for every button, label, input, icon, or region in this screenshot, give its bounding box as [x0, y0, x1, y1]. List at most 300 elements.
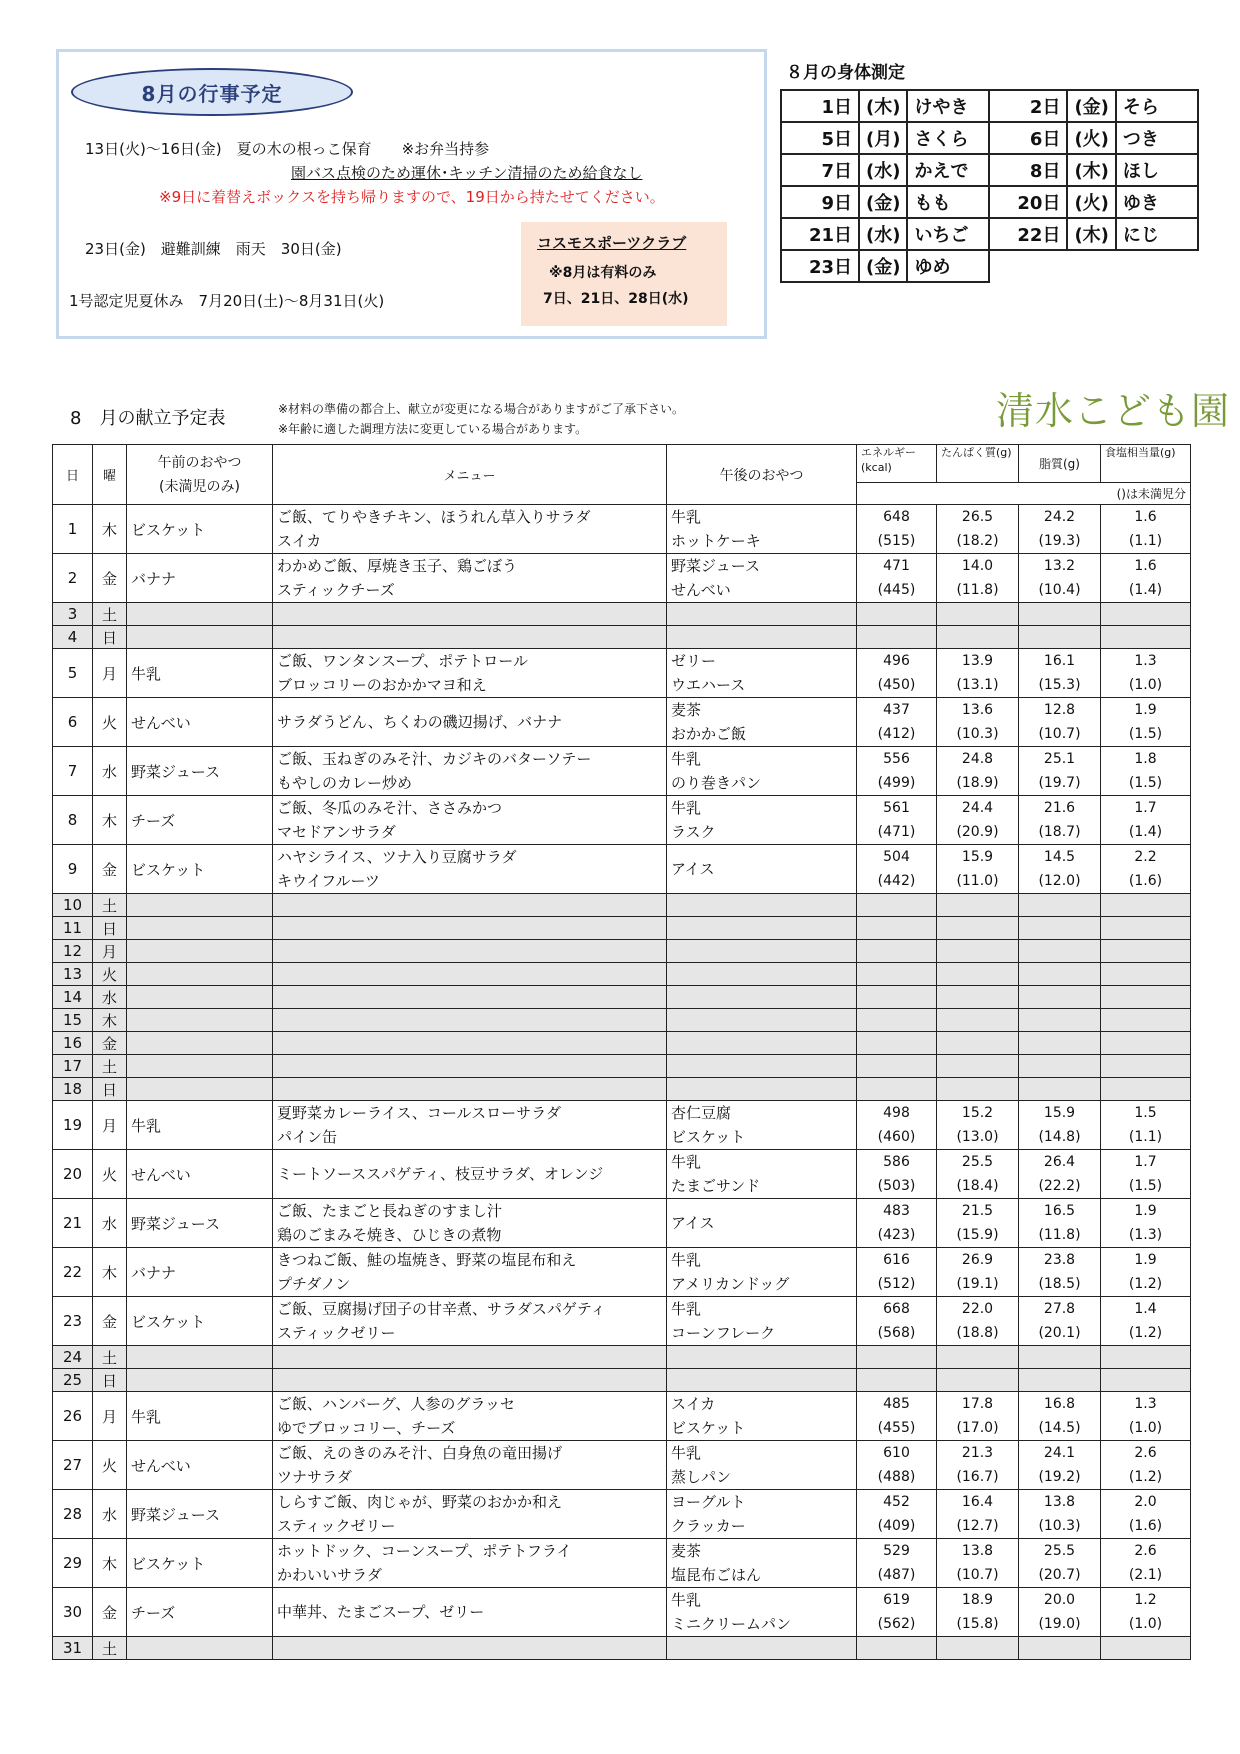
empty-cell: [937, 963, 1019, 986]
menu-row: [53, 1297, 1191, 1346]
measurement-weekday: (木): [1067, 154, 1115, 186]
measurement-weekday: (金): [859, 186, 907, 218]
pm-snack-line-2: ラスク: [671, 823, 716, 841]
empty-cell: [1101, 1009, 1191, 1032]
salt-cell: [1101, 747, 1191, 796]
am-snack-cell: 野菜ジュース: [127, 747, 273, 796]
empty-cell: [273, 1032, 667, 1055]
energy-child-value: (562): [877, 1616, 916, 1632]
fat-child-value: (19.2): [1038, 1469, 1081, 1485]
measurement-day: 1日: [781, 90, 859, 122]
header-energy: エネルギー(kcal): [857, 445, 937, 483]
fat-value: 26.4: [1043, 1154, 1076, 1170]
salt-child-value: (1.2): [1128, 1325, 1163, 1341]
header-protein: たんぱく質(g): [937, 445, 1019, 483]
energy-value: 586: [883, 1154, 910, 1170]
pm-snack-line-2: 蒸しパン: [671, 1468, 732, 1486]
fat-value: 25.1: [1043, 751, 1076, 767]
salt-value: 1.5: [1134, 1105, 1157, 1121]
header-salt: 食塩相当量(g): [1101, 445, 1191, 483]
empty-cell: [1019, 1346, 1101, 1369]
menu-table: [52, 444, 1191, 1660]
menu-cell: [273, 554, 667, 603]
fat-child-value: (11.8): [1038, 1227, 1081, 1243]
menu-line-2: プチダノン: [277, 1275, 351, 1293]
fat-value: 20.0: [1043, 1592, 1076, 1608]
protein-cell: [937, 796, 1019, 845]
protein-child-value: (10.7): [956, 1567, 999, 1583]
menu-row: [53, 1392, 1191, 1441]
energy-cell: [857, 1490, 937, 1539]
empty-cell: [667, 940, 857, 963]
protein-cell: [937, 1539, 1019, 1588]
fat-cell: [1019, 1101, 1101, 1150]
menu-line-1: ご飯、ハンバーグ、人参のグラッセ: [277, 1395, 516, 1413]
salt-value: 1.2: [1134, 1592, 1157, 1608]
fat-cell: [1019, 845, 1101, 894]
day-cell: 23: [53, 1297, 93, 1346]
menu-row: [53, 1248, 1191, 1297]
energy-child-value: (512): [877, 1276, 916, 1292]
energy-child-value: (445): [877, 582, 916, 598]
pm-snack-line-1: 牛乳: [671, 750, 702, 768]
menu-cell: [273, 1199, 667, 1248]
menu-line-2: マセドアンサラダ: [277, 823, 396, 841]
protein-value: 17.8: [961, 1396, 994, 1412]
energy-cell: [857, 845, 937, 894]
protein-child-value: (10.3): [956, 726, 999, 742]
menu-row: [53, 1346, 1191, 1369]
empty-cell: [667, 917, 857, 940]
weekday-cell: 金: [93, 1032, 127, 1055]
am-snack-cell: せんべい: [127, 1441, 273, 1490]
weekday-cell: 日: [93, 626, 127, 649]
am-snack-cell: 牛乳: [127, 649, 273, 698]
menu-line-2: スイカ: [277, 532, 322, 550]
fat-cell: [1019, 1441, 1101, 1490]
measurement-day: 8日: [989, 154, 1067, 186]
measurement-row: [781, 122, 1198, 154]
empty-cell: [667, 1055, 857, 1078]
salt-cell: [1101, 1490, 1191, 1539]
menu-row: [53, 796, 1191, 845]
menu-row: [53, 649, 1191, 698]
empty-cell: [273, 1369, 667, 1392]
energy-child-value: (423): [877, 1227, 916, 1243]
day-cell: 13: [53, 963, 93, 986]
day-cell: 25: [53, 1369, 93, 1392]
weekday-cell: 土: [93, 894, 127, 917]
menu-row: [53, 1490, 1191, 1539]
weekday-cell: 月: [93, 649, 127, 698]
am-snack-cell: せんべい: [127, 698, 273, 747]
day-cell: 22: [53, 1248, 93, 1297]
menu-row: [53, 1199, 1191, 1248]
weekday-cell: 日: [93, 1369, 127, 1392]
empty-cell: [273, 603, 667, 626]
event-line-5: 1号認定児夏休み 7月20日(土)～8月31日(火): [69, 292, 385, 310]
salt-child-value: (1.6): [1128, 873, 1163, 889]
weekday-cell: 火: [93, 963, 127, 986]
empty-cell: [1019, 940, 1101, 963]
empty-cell: [127, 1637, 273, 1660]
menu-line-1: サラダうどん、ちくわの磯辺揚げ、バナナ: [277, 713, 563, 731]
empty-cell: [1101, 1346, 1191, 1369]
menu-line-2: ブロッコリーのおかかマヨ和え: [277, 676, 487, 694]
pm-snack-cell: [667, 1588, 857, 1637]
measurement-weekday: (木): [859, 90, 907, 122]
fat-child-value: (12.0): [1038, 873, 1081, 889]
empty-cell: [857, 1078, 937, 1101]
protein-child-value: (12.7): [956, 1518, 999, 1534]
pm-snack-cell: [667, 1392, 857, 1441]
weekday-cell: 月: [93, 940, 127, 963]
empty-cell: [127, 603, 273, 626]
measurement-day: 6日: [989, 122, 1067, 154]
salt-cell: [1101, 554, 1191, 603]
events-box: [56, 49, 767, 339]
measurement-empty: [989, 250, 1067, 282]
measurement-day: 7日: [781, 154, 859, 186]
empty-cell: [937, 1346, 1019, 1369]
measurement-weekday: (木): [1067, 218, 1115, 250]
menu-line-1: ご飯、冬瓜のみそ汁、ささみかつ: [277, 799, 503, 817]
protein-value: 25.5: [961, 1154, 994, 1170]
fat-child-value: (20.7): [1038, 1567, 1081, 1583]
protein-child-value: (18.4): [956, 1178, 999, 1194]
empty-cell: [1101, 986, 1191, 1009]
energy-child-value: (488): [877, 1469, 916, 1485]
protein-child-value: (18.9): [956, 775, 999, 791]
menu-row: [53, 698, 1191, 747]
empty-cell: [127, 1032, 273, 1055]
energy-value: 610: [883, 1445, 910, 1461]
salt-child-value: (1.2): [1128, 1276, 1163, 1292]
menu-cell: [273, 1101, 667, 1150]
protein-cell: [937, 505, 1019, 554]
measurement-class: にじ: [1116, 218, 1198, 250]
pm-snack-line-2: ミニクリームパン: [671, 1615, 792, 1633]
pm-snack-line-1: 牛乳: [671, 1153, 702, 1171]
empty-cell: [1019, 1055, 1101, 1078]
protein-value: 13.6: [961, 702, 994, 718]
measurement-title: ８月の身体測定: [786, 63, 905, 83]
salt-value: 1.6: [1134, 509, 1157, 525]
pm-snack-line-1: アイス: [671, 1214, 715, 1232]
weekday-cell: 月: [93, 1101, 127, 1150]
pm-snack-line-1: 牛乳: [671, 799, 702, 817]
fat-cell: [1019, 505, 1101, 554]
fat-value: 23.8: [1043, 1252, 1076, 1268]
energy-cell: [857, 1539, 937, 1588]
pm-snack-cell: [667, 698, 857, 747]
empty-cell: [273, 940, 667, 963]
fat-child-value: (10.4): [1038, 582, 1081, 598]
pm-snack-cell: [667, 796, 857, 845]
day-cell: 2: [53, 554, 93, 603]
energy-value: 485: [883, 1396, 910, 1412]
energy-cell: [857, 698, 937, 747]
measurement-weekday: (火): [1067, 122, 1115, 154]
menu-line-1: ご飯、てりやきチキン、ほうれん草入りサラダ: [277, 508, 591, 526]
day-cell: 16: [53, 1032, 93, 1055]
empty-cell: [127, 1369, 273, 1392]
pm-snack-line-1: 麦茶: [671, 1542, 702, 1560]
empty-cell: [937, 1637, 1019, 1660]
empty-cell: [937, 940, 1019, 963]
day-cell: 29: [53, 1539, 93, 1588]
energy-value: 498: [883, 1105, 910, 1121]
am-snack-cell: 牛乳: [127, 1101, 273, 1150]
empty-cell: [857, 1009, 937, 1032]
am-snack-cell: ビスケット: [127, 1539, 273, 1588]
empty-cell: [273, 894, 667, 917]
protein-child-value: (15.9): [956, 1227, 999, 1243]
menu-line-1: 夏野菜カレーライス、コールスローサラダ: [277, 1104, 561, 1122]
menu-line-1: ご飯、玉ねぎのみそ汁、カジキのバターソテー: [277, 750, 592, 768]
menu-cell: [273, 505, 667, 554]
pm-snack-line-2: のり巻きパン: [671, 774, 762, 792]
pm-snack-line-2: アメリカンドッグ: [671, 1275, 790, 1293]
protein-cell: [937, 1101, 1019, 1150]
fat-cell: [1019, 1490, 1101, 1539]
menu-note-2: ※年齢に適した調理方法に変更している場合があります。: [278, 422, 588, 436]
am-snack-cell: バナナ: [127, 1248, 273, 1297]
empty-cell: [127, 1055, 273, 1078]
empty-cell: [667, 1009, 857, 1032]
protein-cell: [937, 1490, 1019, 1539]
empty-cell: [1101, 603, 1191, 626]
empty-cell: [1019, 626, 1101, 649]
measurement-row: [781, 186, 1198, 218]
weekday-cell: 金: [93, 845, 127, 894]
energy-cell: [857, 1588, 937, 1637]
protein-child-value: (15.8): [956, 1616, 999, 1632]
protein-cell: [937, 1441, 1019, 1490]
empty-cell: [1019, 986, 1101, 1009]
salt-value: 1.4: [1134, 1301, 1157, 1317]
day-cell: 21: [53, 1199, 93, 1248]
energy-child-value: (487): [877, 1567, 916, 1583]
pm-snack-line-2: ウエハース: [671, 676, 746, 694]
fat-value: 16.5: [1043, 1203, 1076, 1219]
measurement-day: 5日: [781, 122, 859, 154]
day-cell: 31: [53, 1637, 93, 1660]
salt-child-value: (1.5): [1128, 775, 1163, 791]
fat-cell: [1019, 1539, 1101, 1588]
weekday-cell: 水: [93, 1199, 127, 1248]
energy-cell: [857, 1297, 937, 1346]
menu-row: [53, 917, 1191, 940]
protein-child-value: (20.9): [956, 824, 999, 840]
cosmos-note: ※8月は有料のみ: [549, 265, 657, 281]
menu-row: [53, 1078, 1191, 1101]
measurement-class: ほし: [1116, 154, 1198, 186]
energy-value: 561: [883, 800, 910, 816]
event-line-1: 13日(火)～16日(金) 夏の木の根っこ保育 ※お弁当持参: [85, 140, 490, 158]
measurement-weekday: (水): [859, 154, 907, 186]
empty-cell: [1101, 1055, 1191, 1078]
energy-cell: [857, 1248, 937, 1297]
fat-child-value: (22.2): [1038, 1178, 1081, 1194]
pm-snack-line-1: 牛乳: [671, 1251, 702, 1269]
menu-cell: [273, 1441, 667, 1490]
energy-value: 504: [883, 849, 910, 865]
menu-line-1: ミートソーススパゲティ、枝豆サラダ、オレンジ: [277, 1165, 604, 1183]
salt-value: 1.8: [1134, 751, 1157, 767]
empty-cell: [127, 963, 273, 986]
energy-child-value: (442): [877, 873, 916, 889]
empty-cell: [1101, 1078, 1191, 1101]
weekday-cell: 木: [93, 505, 127, 554]
menu-title: 8 月の献立予定表: [70, 408, 226, 429]
energy-child-value: (450): [877, 677, 916, 693]
measurement-class: かえで: [907, 154, 989, 186]
menu-row: [53, 1055, 1191, 1078]
pm-snack-cell: [667, 649, 857, 698]
day-cell: 7: [53, 747, 93, 796]
salt-value: 1.7: [1134, 1154, 1157, 1170]
header-am-snack-note: (未満児のみ): [159, 478, 240, 495]
empty-cell: [937, 1369, 1019, 1392]
pm-snack-cell: [667, 1490, 857, 1539]
menu-line-1: ご飯、ワンタンスープ、ポテトロール: [277, 652, 528, 670]
menu-row: [53, 505, 1191, 554]
energy-value: 437: [883, 702, 910, 718]
menu-cell: [273, 1539, 667, 1588]
salt-value: 1.9: [1134, 1203, 1157, 1219]
event-line-2: 園バス点検のため運休･キッチン清掃のため給食なし: [291, 164, 643, 182]
measurement-class: そら: [1116, 90, 1198, 122]
fat-child-value: (19.3): [1038, 533, 1081, 549]
empty-cell: [1019, 1637, 1101, 1660]
empty-cell: [857, 1032, 937, 1055]
pm-snack-line-2: せんべい: [671, 581, 731, 599]
measurement-class: もも: [907, 186, 989, 218]
day-cell: 26: [53, 1392, 93, 1441]
day-cell: 10: [53, 894, 93, 917]
empty-cell: [127, 986, 273, 1009]
protein-value: 24.4: [961, 800, 994, 816]
energy-value: 452: [883, 1494, 910, 1510]
pm-snack-cell: [667, 747, 857, 796]
pm-snack-cell: [667, 1248, 857, 1297]
empty-cell: [1101, 1369, 1191, 1392]
energy-cell: [857, 1101, 937, 1150]
salt-cell: [1101, 1392, 1191, 1441]
salt-value: 2.2: [1134, 849, 1157, 865]
measurement-row: [781, 250, 1198, 282]
menu-row: [53, 1637, 1191, 1660]
menu-line-2: 鶏のごまみそ焼き、ひじきの煮物: [277, 1226, 502, 1244]
empty-cell: [1101, 1637, 1191, 1660]
weekday-cell: 日: [93, 1078, 127, 1101]
day-cell: 30: [53, 1588, 93, 1637]
day-cell: 14: [53, 986, 93, 1009]
am-snack-cell: バナナ: [127, 554, 273, 603]
measurement-class: ゆめ: [907, 250, 989, 282]
empty-cell: [1101, 917, 1191, 940]
header-menu: メニュー: [273, 445, 667, 505]
day-cell: 8: [53, 796, 93, 845]
measurement-weekday: (火): [1067, 186, 1115, 218]
energy-value: 483: [883, 1203, 910, 1219]
protein-cell: [937, 1248, 1019, 1297]
protein-child-value: (11.0): [956, 873, 999, 889]
header-am-snack-label: 午前のおやつ: [157, 454, 242, 471]
fat-child-value: (14.8): [1038, 1129, 1081, 1145]
salt-value: 1.3: [1134, 1396, 1157, 1412]
fat-value: 12.8: [1043, 702, 1076, 718]
weekday-cell: 木: [93, 796, 127, 845]
empty-cell: [1019, 1032, 1101, 1055]
salt-value: 2.6: [1134, 1543, 1157, 1559]
fat-value: 16.8: [1043, 1396, 1076, 1412]
measurement-day: 20日: [989, 186, 1067, 218]
protein-cell: [937, 554, 1019, 603]
pm-snack-line-2: たまごサンド: [671, 1177, 761, 1195]
pm-snack-line-1: 牛乳: [671, 1591, 702, 1609]
empty-cell: [667, 1032, 857, 1055]
pm-snack-line-2: ビスケット: [671, 1128, 746, 1146]
empty-cell: [857, 1637, 937, 1660]
salt-child-value: (1.3): [1128, 1227, 1163, 1243]
empty-cell: [937, 917, 1019, 940]
empty-cell: [667, 603, 857, 626]
empty-cell: [667, 1078, 857, 1101]
menu-cell: [273, 747, 667, 796]
event-line-3: ※9日に着替えボックスを持ち帰りますので、19日から持たせてください。: [159, 188, 665, 206]
salt-cell: [1101, 796, 1191, 845]
menu-line-1: ホットドック、コーンスープ、ポテトフライ: [277, 1542, 572, 1560]
fat-value: 24.1: [1043, 1445, 1076, 1461]
pm-snack-cell: [667, 554, 857, 603]
am-snack-cell: 牛乳: [127, 1392, 273, 1441]
energy-cell: [857, 505, 937, 554]
menu-cell: [273, 845, 667, 894]
menu-line-2: スティックゼリー: [277, 1324, 396, 1342]
salt-value: 1.9: [1134, 702, 1157, 718]
pm-snack-line-1: 麦茶: [671, 701, 702, 719]
events-title: 8月の行事予定: [71, 68, 353, 116]
fat-value: 15.9: [1043, 1105, 1076, 1121]
menu-row: [53, 1150, 1191, 1199]
am-snack-cell: 野菜ジュース: [127, 1490, 273, 1539]
pm-snack-cell: [667, 845, 857, 894]
am-snack-cell: せんべい: [127, 1150, 273, 1199]
fat-child-value: (18.5): [1038, 1276, 1081, 1292]
weekday-cell: 日: [93, 917, 127, 940]
energy-cell: [857, 554, 937, 603]
empty-cell: [1019, 1009, 1101, 1032]
empty-cell: [1101, 894, 1191, 917]
am-snack-cell: ビスケット: [127, 505, 273, 554]
salt-child-value: (1.0): [1128, 1420, 1163, 1436]
pm-snack-line-1: アイス: [671, 860, 715, 878]
protein-cell: [937, 698, 1019, 747]
menu-row: [53, 1009, 1191, 1032]
menu-line-1: 中華丼、たまごスープ、ゼリー: [277, 1603, 485, 1621]
protein-child-value: (11.8): [956, 582, 999, 598]
protein-child-value: (17.0): [956, 1420, 999, 1436]
empty-cell: [857, 1346, 937, 1369]
day-cell: 9: [53, 845, 93, 894]
pm-snack-line-1: スイカ: [671, 1395, 716, 1413]
pm-snack-line-1: 牛乳: [671, 1300, 702, 1318]
protein-value: 13.8: [961, 1543, 994, 1559]
weekday-cell: 金: [93, 554, 127, 603]
measurement-class: さくら: [907, 122, 989, 154]
